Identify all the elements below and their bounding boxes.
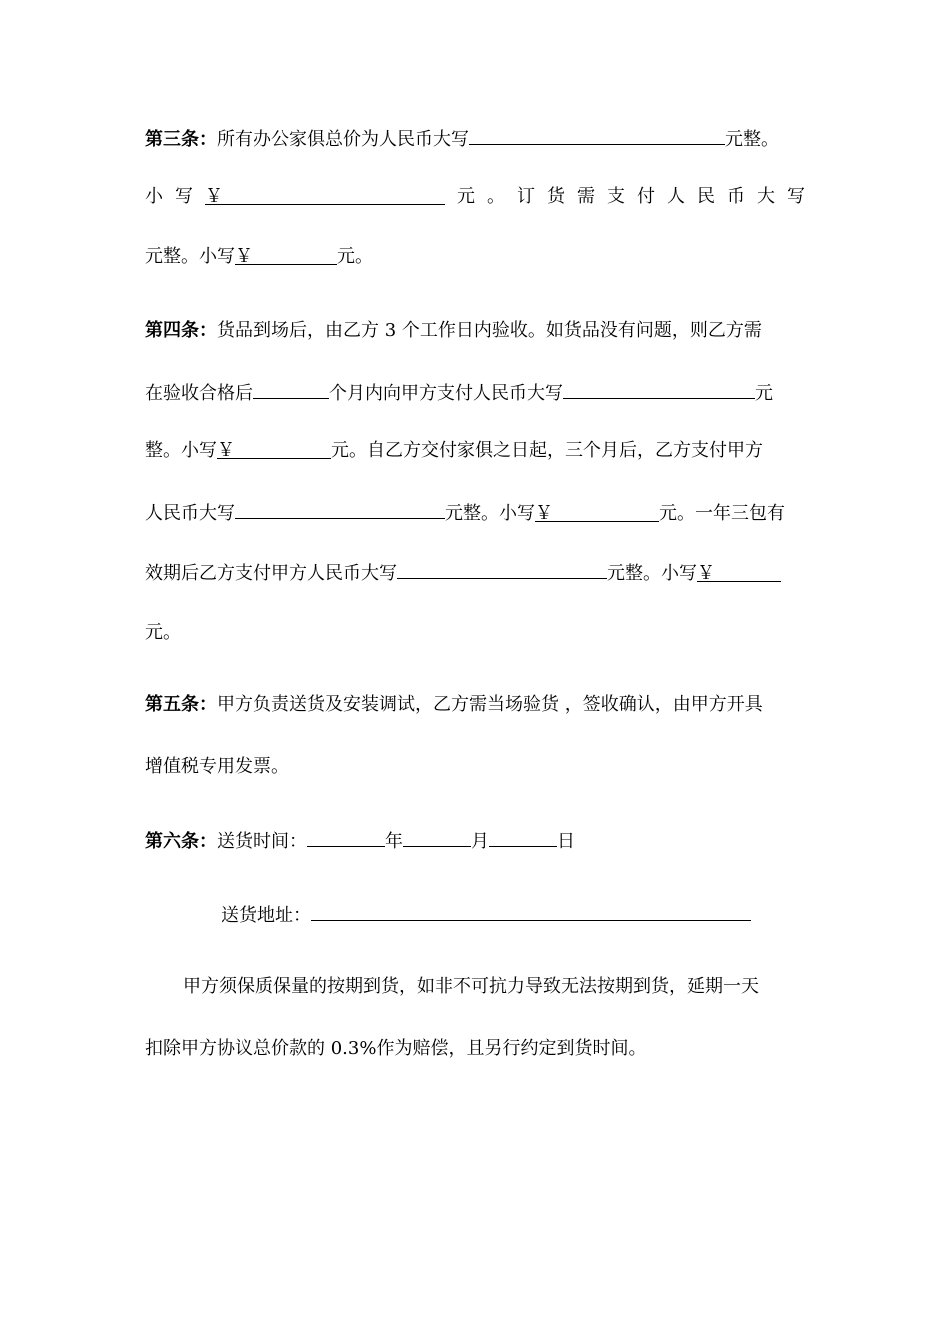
year-label: 年 — [385, 831, 403, 852]
months-blank[interactable] — [253, 379, 329, 399]
day-label: 日 — [557, 831, 575, 852]
delivery-address-label: 送货地址： — [221, 905, 311, 926]
paragraph-l1: 甲方须保质保量的按期到货，如非不可抗力导致无法按期到货，延期一天 — [183, 976, 759, 997]
yen-symbol: ￥ — [235, 246, 253, 267]
article-6-line-2 — [221, 901, 751, 928]
article-5-line-1 — [145, 693, 763, 717]
month-label: 月 — [471, 831, 489, 852]
payment-3-uppercase-blank[interactable] — [397, 559, 607, 579]
yen-symbol: ￥ — [535, 503, 553, 524]
article-4-l4-a: 人民币大写 — [145, 503, 235, 524]
delivery-year-blank[interactable] — [307, 827, 385, 847]
article-4-l5-b: 元整。小写 — [607, 563, 697, 584]
delivery-time-label: 送货时间： — [217, 831, 307, 852]
payment-1-lowercase-blank[interactable] — [217, 439, 331, 459]
article-4-l2-b: 个月内向甲方支付人民币大写 — [329, 383, 563, 404]
article-4-line-5 — [145, 559, 781, 586]
delivery-month-blank[interactable] — [403, 827, 471, 847]
article-3-line-1 — [145, 125, 779, 152]
article-5-label: 第五条： — [145, 694, 217, 715]
article-3-period: 。 — [487, 186, 505, 207]
payment-2-uppercase-blank[interactable] — [235, 499, 445, 519]
article-3-line-2 — [145, 185, 805, 209]
article-4-l3-a: 整。小写 — [145, 440, 217, 461]
article-4-l2-c: 元 — [755, 383, 773, 404]
article-4-l1: 货品到场后，由乙方 3 个工作日内验收。如货品没有问题，则乙方需 — [217, 320, 762, 341]
paragraph-line-1 — [183, 975, 759, 999]
article-3-char: 写 — [787, 186, 805, 207]
article-3-text-2: 元整。 — [725, 129, 779, 150]
article-3-label: 第三条： — [145, 129, 217, 150]
article-4-l2-a: 在验收合格后 — [145, 383, 253, 404]
article-3-text-1: 所有办公家俱总价为人民币大写 — [217, 129, 469, 150]
article-5-line-2 — [145, 755, 289, 779]
article-3-char: 货 — [547, 186, 565, 207]
article-3-char: 需 — [577, 186, 595, 207]
article-3-l3-b: 元。 — [337, 246, 373, 267]
article-3-xiao: 小 — [145, 186, 163, 207]
article-5-l1: 甲方负责送货及安装调试，乙方需当场验货 ，签收确认，由甲方开具 — [217, 694, 763, 715]
yen-symbol: ￥ — [205, 186, 223, 207]
total-price-uppercase-blank[interactable] — [469, 125, 725, 145]
deposit-lowercase-blank[interactable] — [235, 245, 337, 265]
article-3-char: 民 — [697, 186, 715, 207]
article-4-l4-b: 元整。小写 — [445, 503, 535, 524]
payment-2-lowercase-blank[interactable] — [535, 502, 659, 522]
article-3-l3-a: 元整。小写 — [145, 246, 235, 267]
article-4-line-2 — [145, 379, 773, 406]
article-4-l6: 元。 — [145, 622, 181, 643]
article-6-line-1 — [145, 827, 575, 854]
article-5-l2: 增值税专用发票。 — [145, 756, 289, 777]
article-3-char: 人 — [667, 186, 685, 207]
article-3-char: 币 — [727, 186, 745, 207]
article-3-char: 付 — [637, 186, 655, 207]
payment-3-lowercase-blank[interactable] — [697, 562, 781, 582]
article-4-line-4 — [145, 499, 785, 526]
article-4-l5-a: 效期后乙方支付甲方人民币大写 — [145, 563, 397, 584]
article-4-line-1 — [145, 319, 762, 343]
yen-symbol: ￥ — [697, 563, 715, 584]
article-3-xie: 写 — [175, 186, 193, 207]
delivery-address-blank[interactable] — [311, 901, 751, 921]
article-4-line-6 — [145, 621, 181, 645]
payment-1-uppercase-blank[interactable] — [563, 379, 755, 399]
paragraph-line-2 — [145, 1037, 646, 1061]
yen-symbol: ￥ — [217, 440, 235, 461]
article-3-yuan: 元 — [457, 186, 475, 207]
article-3-line-3 — [145, 245, 373, 269]
article-3-char: 订 — [517, 186, 535, 207]
article-4-l3-b: 元。自乙方交付家俱之日起，三个月后，乙方支付甲方 — [331, 440, 763, 461]
delivery-day-blank[interactable] — [489, 827, 557, 847]
article-4-l4-c: 元。一年三包有 — [659, 503, 785, 524]
article-3-char: 支 — [607, 186, 625, 207]
article-6-label: 第六条： — [145, 831, 217, 852]
total-price-lowercase-blank[interactable] — [205, 185, 445, 205]
article-4-label: 第四条： — [145, 320, 217, 341]
paragraph-l2: 扣除甲方协议总价款的 0.3%作为赔偿，且另行约定到货时间。 — [145, 1038, 647, 1059]
article-4-line-3 — [145, 439, 763, 463]
article-3-char: 大 — [757, 186, 775, 207]
